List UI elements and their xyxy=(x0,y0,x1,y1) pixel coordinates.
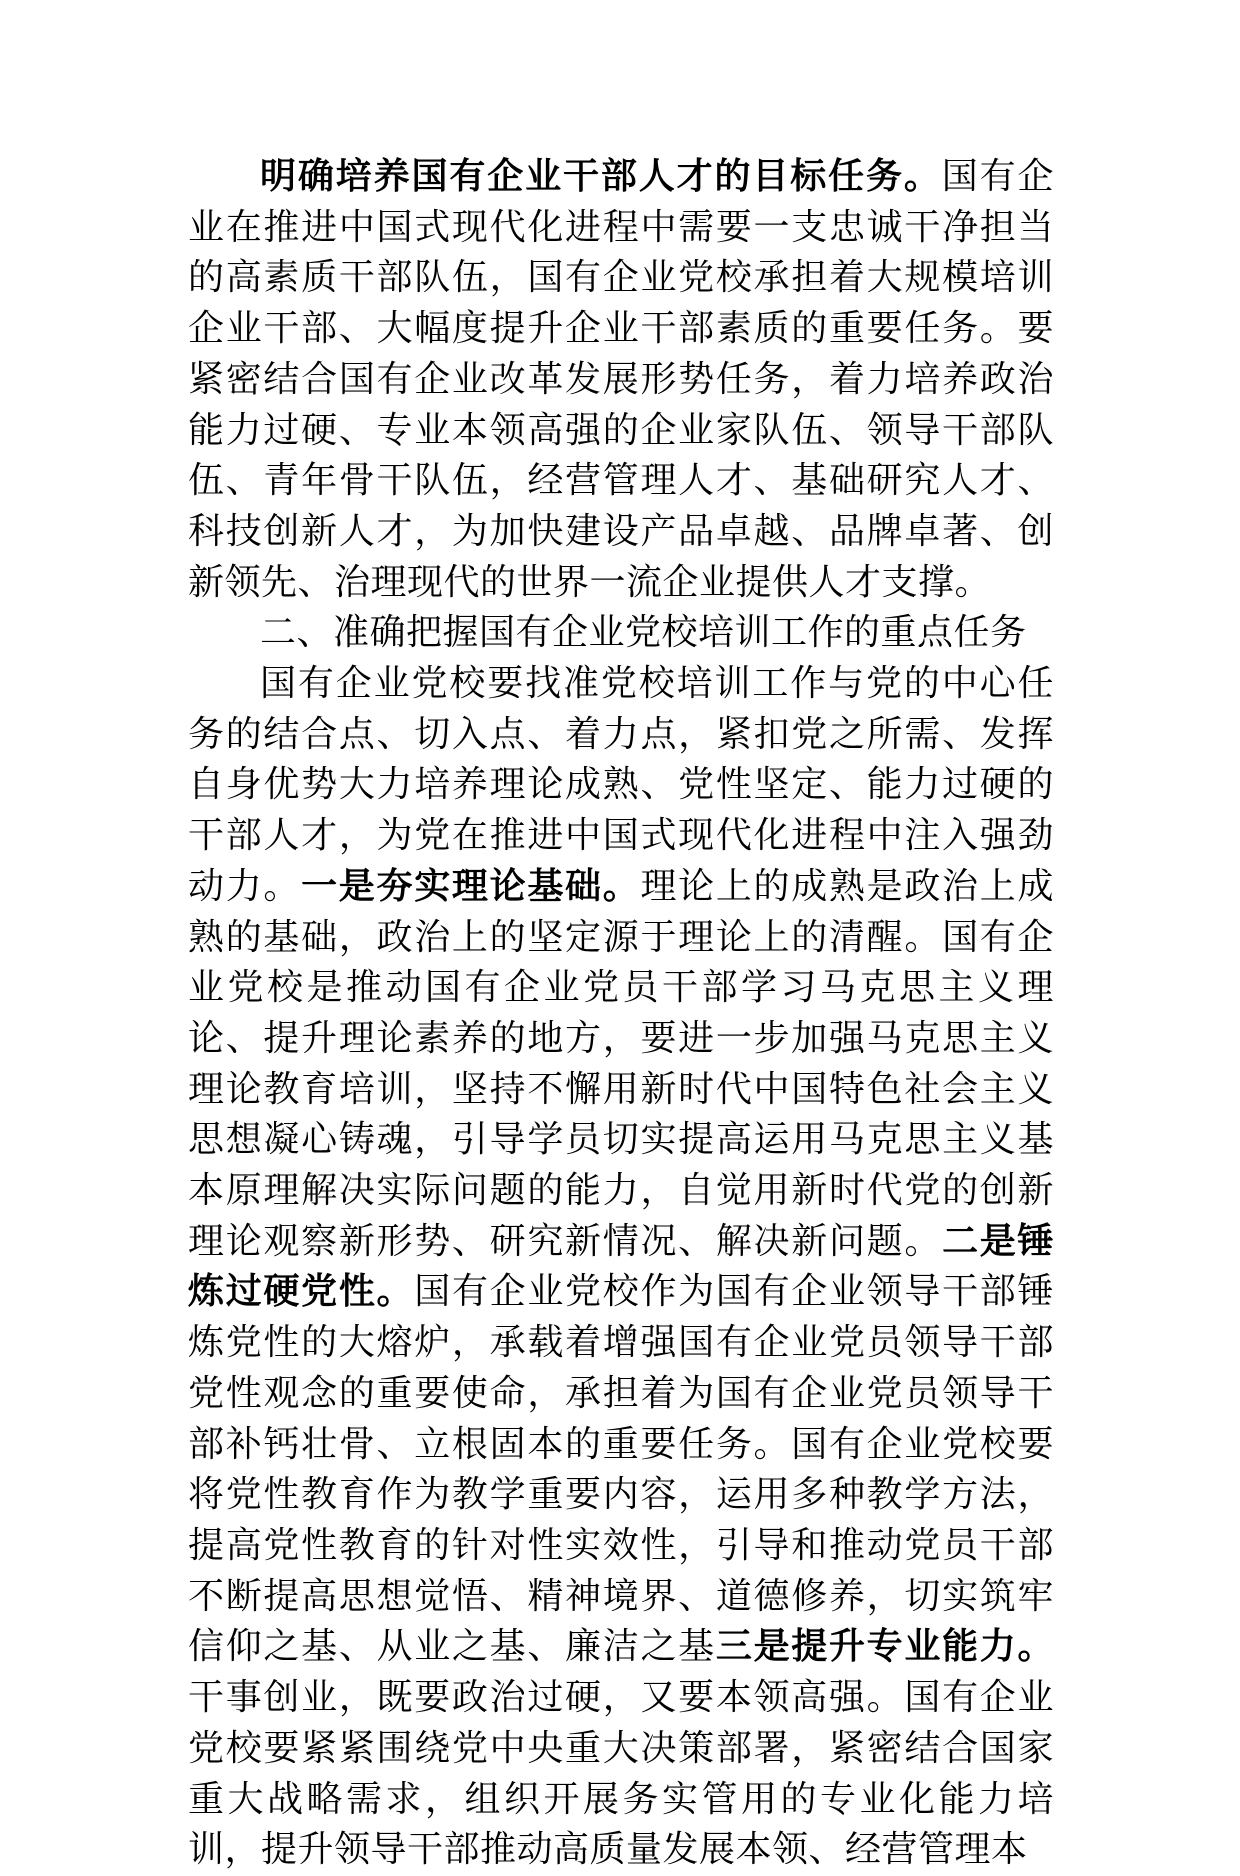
paragraph-body: 国有企业在推进中国式现代化进程中需要一支忠诚干净担当的高素质干部队伍，国有企业党校承担着大规模培训企业干部、大幅度提升企业干部素质的重要任务。要紧密结合国有企业改革发展形势任务，着力培养政治能力过硬、专业本领高强的企业家队伍、领导干部队伍、青年骨干队伍，经营管理人才、基础研究人才、科技创新人才，为加快建设产品卓越、品牌卓著、创新领先、治理现代的世界一流企业提供人才支撑。 xyxy=(188,156,1054,603)
paragraph-key-tasks xyxy=(188,659,1054,1876)
point-2-title: 二是锤炼过硬党性。 xyxy=(188,1220,1054,1313)
point-1-title: 一是夯实理论基础。 xyxy=(301,865,641,907)
section-heading-text: 二、准确把握国有企业党校培训工作的重点任务 xyxy=(260,612,1027,654)
point-1-text: 理论上的成熟是政治上成熟的基础，政治上的坚定源于理论上的清醒。国有企业党校是推动国有企业党员干部学习马克思主义理论、提升理论素养的地方，要进一步加强马克思主义理论教育培训，坚持不懈用新时代中国特色社会主义思想凝心铸魂，引导学员切实提高运用马克思主义基本原理解决实际问题的能力，自觉用新时代党的创新理论观察新形势、研究新情况、解决新问题。 xyxy=(188,865,1054,1262)
paragraph-intro: 国有企业党校要找准党校培训工作与党的中心任务的结合点、切入点、着力点，紧扣党之所需、发挥自身优势大力培养理论成熟、党性坚定、能力过硬的干部人才，为党在推进中国式现代化进程中注入强劲动力。 xyxy=(188,663,1054,907)
paragraph-lead-title: 明确培养国有企业干部人才的目标任务。 xyxy=(260,156,942,197)
point-2-text: 国有企业党校作为国有企业领导干部锤炼党性的大熔炉，承载着增强国有企业党员领导干部党性观念的重要使命，承担着为国有企业党员领导干部补钙壮骨、立根固本的重要任务。国有企业党校要将党性教育作为教学重要内容，运用多种教学方法，提高党性教育的针对性实效性，引导和推动党员干部不断提高思想觉悟、精神境界、道德修养，切实筑牢信仰之基、从业之基、廉洁之基 xyxy=(188,1271,1054,1668)
section-heading xyxy=(188,608,1054,659)
point-3-title: 三是提升专业能力。 xyxy=(715,1626,1054,1668)
document-page xyxy=(188,152,1054,1876)
point-3-text: 干事创业，既要政治过硬，又要本领高强。国有企业党校要紧紧围绕党中央重大决策部署，紧密结合国家重大战略需求，组织开展务实管用的专业化能力培训，提升领导干部推动高质量发展本领、经营管理本 xyxy=(188,1677,1054,1871)
paragraph-objective xyxy=(188,152,1054,608)
